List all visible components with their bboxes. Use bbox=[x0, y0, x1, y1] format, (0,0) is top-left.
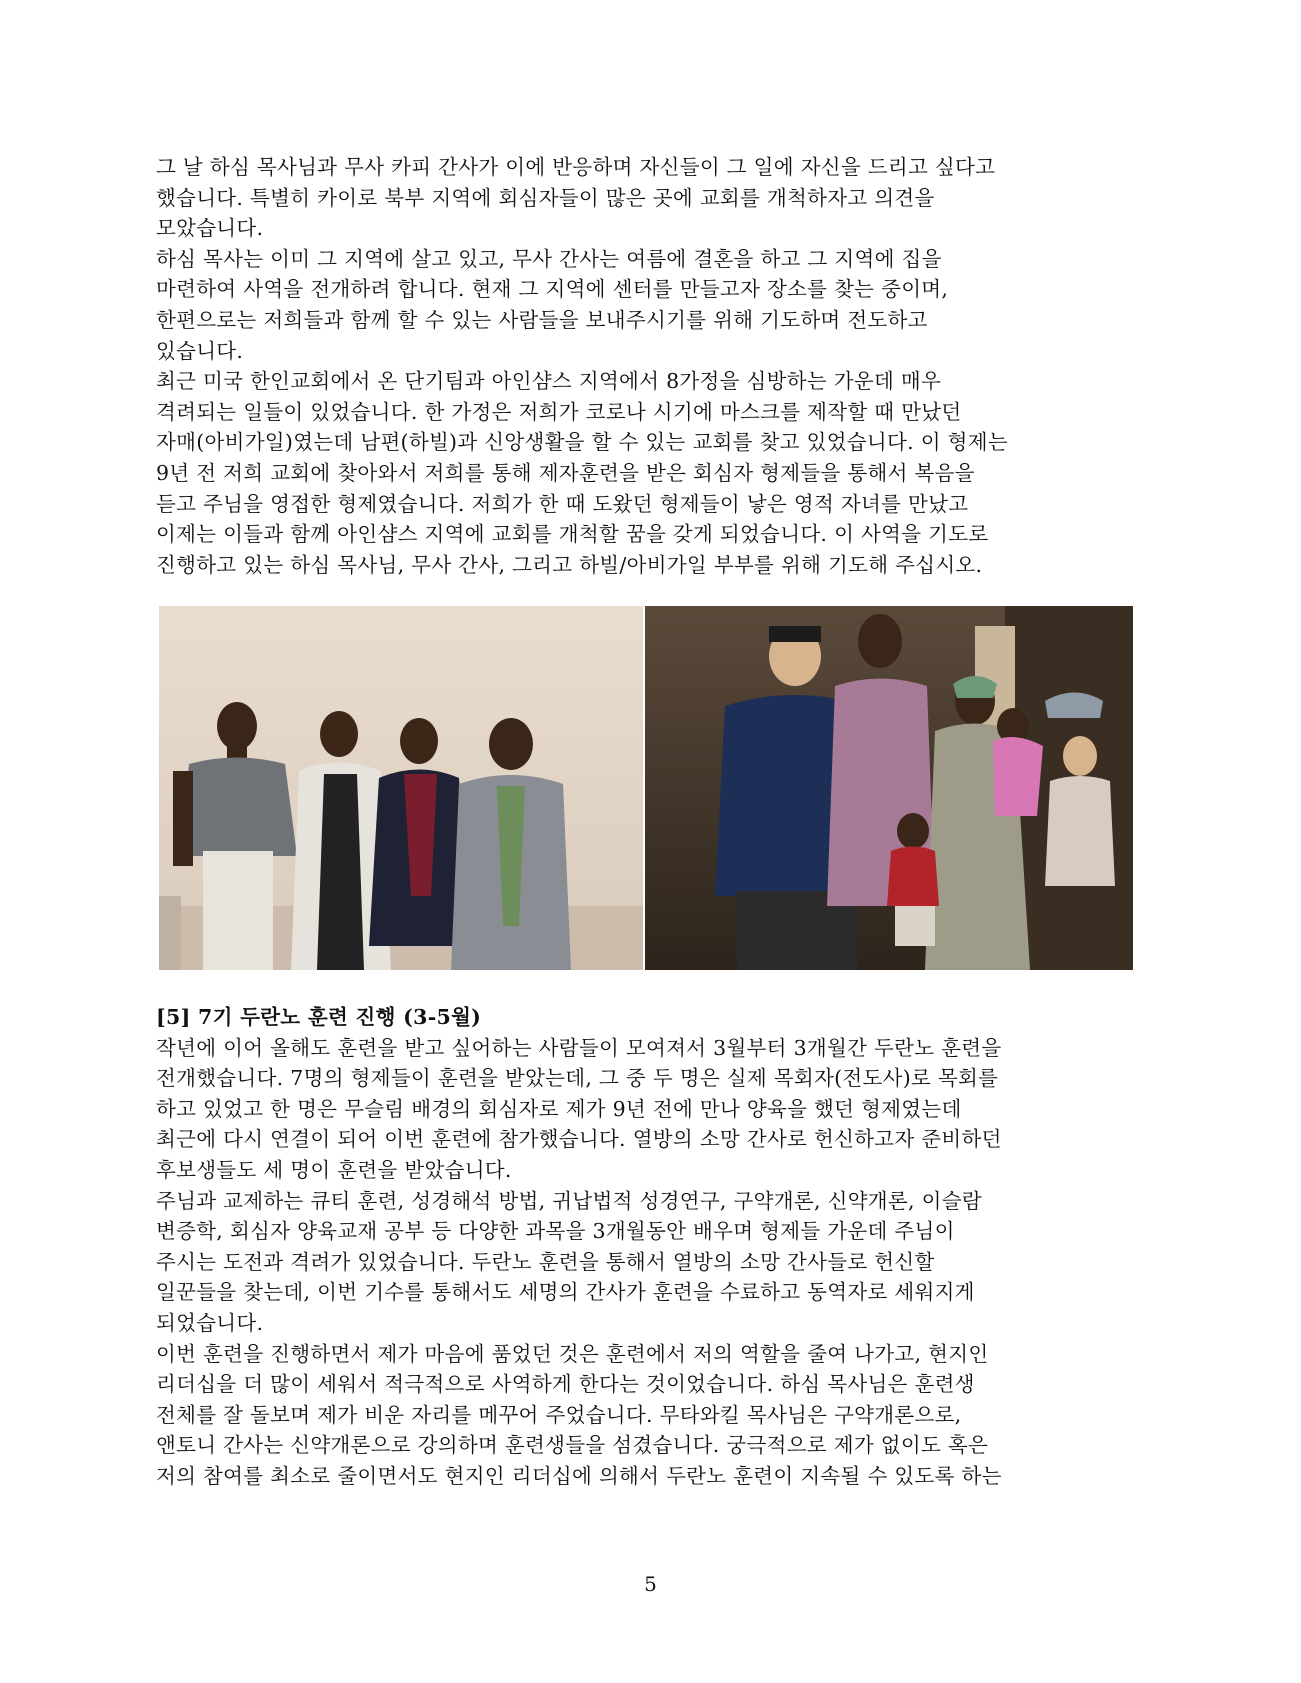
text-line: 전개했습니다. 7명의 형제들이 훈련을 받았는데, 그 중 두 명은 실제 목회자(전도사)로 목회를 bbox=[156, 1066, 999, 1091]
text-line: 일꾼들을 찾는데, 이번 기수를 통해서도 세명의 간사가 훈련을 수료하고 동역자로 세워지게 bbox=[156, 1280, 975, 1305]
intro-paragraphs bbox=[156, 152, 1156, 580]
page-number: 5 bbox=[644, 1572, 657, 1596]
text-line: 최근 미국 한인교회에서 온 단기팀과 아인샴스 지역에서 8가정을 심방하는 가운데 매우 bbox=[156, 369, 942, 394]
text-line: 리더십을 더 많이 세워서 적극적으로 사역하게 한다는 것이었습니다. 하심 목사님은 훈련생 bbox=[156, 1372, 975, 1397]
text-line: 작년에 이어 올해도 훈련을 받고 싶어하는 사람들이 모여져서 3월부터 3개월간 두란노 훈련을 bbox=[156, 1035, 1002, 1060]
text-line: 자매(아비가일)였는데 남편(하빌)과 신앙생활을 할 수 있는 교회를 찾고 있었습니다. 이 형제는 bbox=[156, 430, 1008, 455]
text-line: 되었습니다. bbox=[156, 1310, 264, 1335]
text-line: 하고 있었고 한 명은 무슬림 배경의 회심자로 제가 9년 전에 만나 양육을 했던 형제였는데 bbox=[156, 1096, 962, 1121]
group-photo-illustration bbox=[159, 606, 643, 970]
text-line: 앤토니 간사는 신약개론으로 강의하며 훈련생들을 섬겼습니다. 궁극적으로 제가 없이도 혹은 bbox=[156, 1433, 989, 1458]
text-line: 했습니다. 특별히 카이로 북부 지역에 회심자들이 많은 곳에 교회를 개척하자고 의견을 bbox=[156, 185, 935, 210]
text-line: 듣고 주님을 영접한 형제였습니다. 저희가 한 때 도왔던 형제들이 낳은 영적 자녀를 만났고 bbox=[156, 491, 969, 516]
text-line: 9년 전 저희 교회에 찾아와서 저희를 통해 제자훈련을 받은 회심자 형제들을 통해서 복음을 bbox=[156, 460, 975, 485]
family-visit-photo-right bbox=[645, 606, 1133, 970]
text-line: 주님과 교제하는 큐티 훈련, 성경해석 방법, 귀납법적 성경연구, 구약개론, 신약개론, 이슬람 bbox=[156, 1188, 982, 1213]
text-line: 마련하여 사역을 전개하려 합니다. 현재 그 지역에 센터를 만들고자 장소를 찾는 중이며, bbox=[156, 277, 949, 302]
text-line: 그 날 하심 목사님과 무사 카피 간사가 이에 반응하며 자신들이 그 일에 자신을 드리고 싶다고 bbox=[156, 155, 996, 179]
photo-row bbox=[159, 606, 1133, 970]
text-line: 변증학, 회심자 양육교재 공부 등 다양한 과목을 3개월동안 배우며 형제들 가운데 주님이 bbox=[156, 1219, 955, 1244]
text-line: 이번 훈련을 진행하면서 제가 마음에 품었던 것은 훈련에서 저의 역할을 줄여 나가고, 현지인 bbox=[156, 1341, 989, 1366]
text-line: 하심 목사는 이미 그 지역에 살고 있고, 무사 간사는 여름에 결혼을 하고 그 지역에 집을 bbox=[156, 246, 942, 271]
section-heading: [5] 7기 두란노 훈련 진행 (3-5월) bbox=[156, 1005, 482, 1029]
text-line: 이제는 이들과 함께 아인샴스 지역에 교회를 개척할 꿈을 갖게 되었습니다. 이 사역을 기도로 bbox=[156, 522, 989, 547]
text-line: 전체를 잘 돌보며 제가 비운 자리를 메꾸어 주었습니다. 무타와킬 목사님은 구약개론으로, bbox=[156, 1402, 962, 1427]
text-line: 있습니다. bbox=[156, 338, 244, 363]
text-line: 격려되는 일들이 있었습니다. 한 가정은 저희가 코로나 시기에 마스크를 제작할 때 만났던 bbox=[156, 399, 962, 424]
group-photo-left bbox=[159, 606, 643, 970]
text-line: 한편으로는 저희들과 함께 할 수 있는 사람들을 보내주시기를 위해 기도하며 전도하고 bbox=[156, 307, 928, 332]
text-line: 후보생들도 세 명이 훈련을 받았습니다. bbox=[156, 1157, 512, 1182]
text-line: 모았습니다. bbox=[156, 216, 264, 241]
text-line: 최근에 다시 연결이 되어 이번 훈련에 참가했습니다. 열방의 소망 간사로 헌신하고자 준비하던 bbox=[156, 1127, 1002, 1152]
text-line: 주시는 도전과 격려가 있었습니다. 두란노 훈련을 통해서 열방의 소망 간사들로 헌신할 bbox=[156, 1249, 935, 1274]
text-line: 진행하고 있는 하심 목사님, 무사 간사, 그리고 하빌/아비가일 부부를 위해 기도해 주십시오. bbox=[156, 552, 983, 577]
text-line: 저의 참여를 최소로 줄이면서도 현지인 리더십에 의해서 두란노 훈련이 지속될 수 있도록 하는 bbox=[156, 1463, 1002, 1488]
training-section bbox=[156, 1002, 1156, 1492]
family-visit-illustration bbox=[645, 606, 1133, 970]
